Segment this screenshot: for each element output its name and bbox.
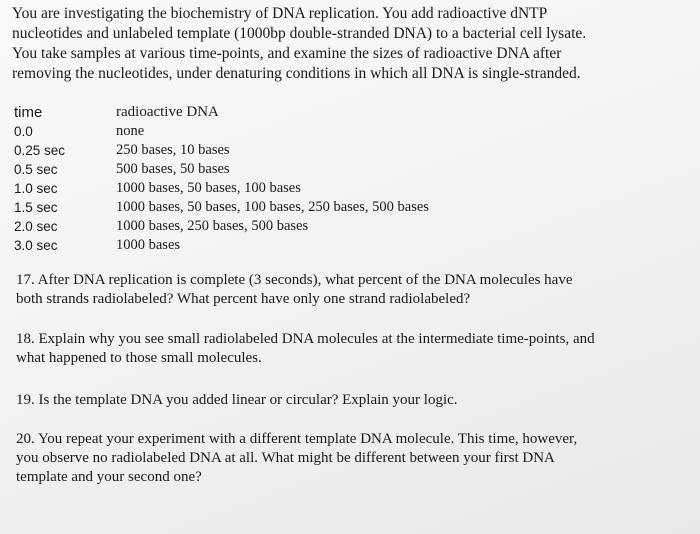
question-18 [16, 330, 686, 368]
intro-paragraph [12, 4, 682, 84]
time-cell: 0.5 sec [14, 162, 58, 177]
radioactive-dna-column-header: radioactive DNA [116, 104, 219, 120]
table-row [14, 217, 694, 236]
results-table [14, 103, 694, 255]
table-header [14, 103, 694, 122]
result-cell: 1000 bases, 250 bases, 500 bases [116, 218, 309, 234]
question-line: 18. Explain why you see small radiolabeled DNA molecules at the intermediate time-points, and [16, 331, 595, 347]
question-line: 20. You repeat your experiment with a different template DNA molecule. This time, however, [16, 431, 578, 447]
time-cell: 0.0 [14, 124, 33, 139]
result-cell: 1000 bases [116, 237, 181, 253]
question-line: template and your second one? [16, 469, 202, 485]
table-row [14, 179, 694, 198]
time-cell: 1.0 sec [14, 181, 58, 196]
intro-line: You take samples at various time-points, and examine the sizes of radioactive DNA after [12, 45, 562, 62]
time-cell: 0.25 sec [14, 143, 66, 158]
result-cell: none [116, 123, 145, 139]
result-cell: 250 bases, 10 bases [116, 142, 230, 158]
time-column-header: time [14, 104, 43, 121]
question-line: both strands radiolabeled? What percent have only one strand radiolabeled? [16, 291, 471, 307]
table-row [14, 198, 694, 217]
time-cell: 3.0 sec [14, 238, 58, 253]
intro-line: You are investigating the biochemistry of DNA replication. You add radioactive dNTP [12, 5, 548, 22]
question-17 [16, 271, 686, 309]
question-line: what happened to those small molecules. [16, 350, 262, 366]
question-line: you observe no radiolabeled DNA at all. What might be different between your first DNA [16, 450, 555, 466]
result-cell: 500 bases, 50 bases [116, 161, 230, 177]
table-row [14, 160, 694, 179]
question-19 [16, 391, 686, 410]
time-cell: 1.5 sec [14, 200, 58, 215]
table-row [14, 122, 694, 141]
result-cell: 1000 bases, 50 bases, 100 bases, 250 bases, 500 bases [116, 199, 429, 215]
question-line: 19. Is the template DNA you added linear or circular? Explain your logic. [16, 392, 458, 408]
question-line: 17. After DNA replication is complete (3 seconds), what percent of the DNA molecules have [16, 272, 573, 288]
intro-line: nucleotides and unlabeled template (1000bp double-stranded DNA) to a bacterial cell lysate. [12, 25, 587, 42]
table-row [14, 141, 694, 160]
intro-line: removing the nucleotides, under denaturing conditions in which all DNA is single-stranded. [12, 65, 581, 82]
result-cell: 1000 bases, 50 bases, 100 bases [116, 180, 301, 196]
question-20 [16, 430, 686, 487]
time-cell: 2.0 sec [14, 219, 58, 234]
table-row [14, 236, 694, 255]
